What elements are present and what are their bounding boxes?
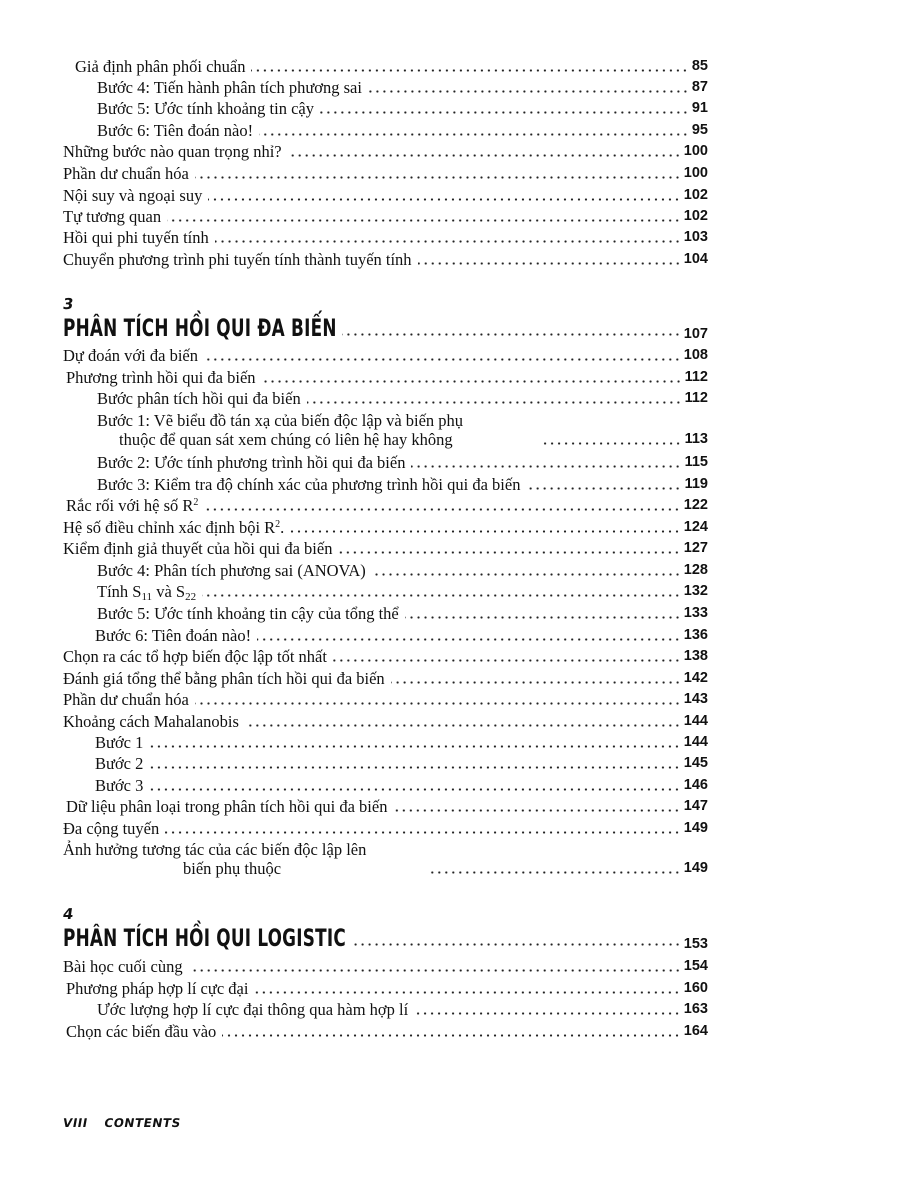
toc-entry[interactable] <box>63 647 708 666</box>
chapter-heading[interactable] <box>63 906 708 952</box>
toc-entry[interactable] <box>66 797 708 816</box>
toc-entry-page: 100 <box>683 165 708 181</box>
toc-entry-title: Bước 6: Tiên đoán nào! <box>95 626 252 645</box>
dot-leader <box>391 681 681 684</box>
toc-entry-page: 133 <box>683 605 708 621</box>
toc-entry-page: 138 <box>683 648 708 664</box>
toc-entry-title: Những bước nào quan trọng nhỉ? <box>63 142 282 161</box>
toc-entry[interactable] <box>63 207 708 226</box>
toc-entry-title: Bước 5: Ước tính khoảng tin cậy của tổng thể <box>97 604 399 623</box>
toc-entry[interactable] <box>97 1000 708 1019</box>
chapter-number: 4 <box>61 905 75 923</box>
toc-entry[interactable] <box>63 518 708 537</box>
chapter-heading[interactable] <box>63 296 708 342</box>
dot-leader <box>165 831 681 834</box>
superscript: 2 <box>193 497 199 508</box>
dot-leader <box>167 219 681 222</box>
toc-entry-title: Khoảng cách Mahalanobis <box>63 712 239 731</box>
toc-entry[interactable] <box>63 186 708 205</box>
subscript: 11 <box>141 591 153 603</box>
toc-entry[interactable] <box>95 754 708 773</box>
toc-entry-title-line1: Bước 1: Vẽ biểu đồ tán xạ của biến độc lập và biến phụ <box>97 411 464 430</box>
dot-leader <box>414 1012 681 1015</box>
toc-entry[interactable] <box>97 453 708 472</box>
toc-entry[interactable] <box>63 669 708 688</box>
toc-entry-title-text: Rắc rối với hệ số R <box>66 496 194 515</box>
toc-entry-page: 143 <box>683 691 708 707</box>
toc-entry[interactable] <box>97 561 708 580</box>
toc-entry-title-line2: biến phụ thuộc <box>183 859 282 878</box>
dot-leader <box>259 133 689 136</box>
dot-leader <box>251 69 688 72</box>
dot-leader <box>405 616 681 619</box>
dot-leader <box>149 745 680 748</box>
toc-entry-page: 104 <box>683 251 708 267</box>
dot-leader <box>288 154 681 157</box>
dot-leader <box>368 90 689 93</box>
toc-entry-page: 149 <box>683 820 708 836</box>
dot-leader <box>204 358 681 361</box>
dot-leader <box>215 240 681 243</box>
toc-entry-title-line2: thuộc để quan sát xem chúng có liên hệ hay không <box>119 430 453 449</box>
toc-entry-title <box>97 411 537 449</box>
toc-entry-title <box>63 840 423 878</box>
toc-entry-page: 95 <box>691 122 708 138</box>
toc-entry-page: 149 <box>683 860 708 876</box>
dot-leader <box>149 766 680 769</box>
dot-leader <box>338 551 680 554</box>
toc-entry-title: Dữ liệu phân loại trong phân tích hồi qui đa biến <box>66 797 388 816</box>
toc-entry-page: 124 <box>683 519 708 535</box>
dot-leader <box>245 724 681 727</box>
toc-entry-page: 164 <box>683 1023 708 1039</box>
toc-entry-page: 113 <box>684 431 708 447</box>
toc-entry-page: 163 <box>683 1001 708 1017</box>
dot-leader <box>262 380 682 383</box>
dot-leader <box>333 659 681 662</box>
dot-leader <box>429 871 681 874</box>
dot-leader <box>204 508 680 511</box>
toc-entry[interactable] <box>66 368 708 387</box>
dot-leader <box>418 262 681 265</box>
running-footer-label: CONTENTS <box>103 1116 182 1130</box>
toc-entry-title <box>66 496 198 515</box>
toc-entry-title: Bước phân tích hồi qui đa biến <box>97 389 301 408</box>
toc-entry[interactable] <box>66 496 708 515</box>
toc-entry[interactable] <box>63 957 708 976</box>
toc-entry[interactable] <box>63 142 708 161</box>
toc-entry[interactable] <box>63 346 708 365</box>
toc-entry-page: 128 <box>683 562 708 578</box>
toc-entry[interactable] <box>97 582 708 601</box>
toc-entry-title: Ước lượng hợp lí cực đại thông qua hàm hợp lí <box>97 1000 409 1019</box>
toc-entry-page: 112 <box>684 369 708 385</box>
toc-entry-page: 85 <box>691 58 708 74</box>
toc-entry[interactable] <box>97 121 708 140</box>
toc-entry-title-line1: Ảnh hưởng tương tác của các biến độc lập lên <box>63 840 367 859</box>
title-mid: và S <box>152 582 186 601</box>
toc-entry-title: Chọn các biến đầu vào <box>66 1022 217 1041</box>
toc-entry[interactable] <box>97 604 708 623</box>
toc-entry-page: 122 <box>683 497 708 513</box>
chapter-title: PHÂN TÍCH HỒI QUI ĐA BIẾN <box>63 314 337 342</box>
toc-entry-title: Giả định phân phối chuẩn <box>75 57 246 76</box>
toc-entry-title: Đa cộng tuyến <box>63 819 160 838</box>
subscript: 22 <box>185 591 197 603</box>
toc-entry-title: Bước 3: Kiểm tra độ chính xác của phương trình hồi qui đa biến <box>97 475 521 494</box>
chapter-page: 153 <box>683 936 708 952</box>
toc-entry-page: 142 <box>683 670 708 686</box>
dot-leader <box>411 465 681 468</box>
dot-leader <box>372 573 681 576</box>
dot-leader <box>307 401 682 404</box>
toc-entry-page: 145 <box>683 755 708 771</box>
toc-entry-title <box>63 518 284 537</box>
toc-entry-title: Bước 1 <box>95 733 144 752</box>
toc-entry-title: Hồi qui phi tuyến tính <box>63 228 209 247</box>
toc-entry-title: Bước 4: Tiến hành phân tích phương sai <box>97 78 362 97</box>
toc-entry-page: 91 <box>691 100 708 116</box>
toc-entry-title: Bước 2: Ước tính phương trình hồi qui đa biến <box>97 453 406 472</box>
toc-entry[interactable] <box>75 57 708 76</box>
toc-entry-page: 119 <box>684 476 708 492</box>
dot-leader <box>342 333 681 336</box>
toc-entry-title: Bước 2 <box>95 754 144 773</box>
dot-leader <box>354 943 681 946</box>
toc-entry-title: Bước 4: Phân tích phương sai (ANOVA) <box>97 561 366 580</box>
toc-entry[interactable] <box>97 411 708 449</box>
dot-leader <box>320 111 689 114</box>
toc-entry-page: 132 <box>683 583 708 599</box>
toc-entry-title: Chuyển phương trình phi tuyến tính thành tuyến tính <box>63 250 412 269</box>
toc-entry[interactable] <box>63 712 708 731</box>
toc-entry-title: Phần dư chuẩn hóa <box>63 690 189 709</box>
chapter-title: PHÂN TÍCH HỒI QUI LOGISTIC <box>63 924 346 952</box>
toc-entry-page: 102 <box>683 187 708 203</box>
dot-leader <box>393 809 680 812</box>
toc-entry-title <box>97 582 196 601</box>
toc-entry[interactable] <box>63 250 708 269</box>
toc-entry[interactable] <box>63 690 708 709</box>
toc-entry-page: 127 <box>683 540 708 556</box>
dot-leader <box>526 487 681 490</box>
toc-entry[interactable] <box>63 819 708 838</box>
toc-entry-title: Phương pháp hợp lí cực đại <box>66 979 249 998</box>
page-folio: VIII <box>61 1116 89 1130</box>
toc-entry-page: 144 <box>683 713 708 729</box>
dot-leader <box>290 530 681 533</box>
toc-entry-title: Đánh giá tổng thể bằng phân tích hồi qui đa biến <box>63 669 385 688</box>
toc-entry-title: Chọn ra các tổ hợp biến độc lập tốt nhất <box>63 647 327 666</box>
toc-entry[interactable] <box>63 840 708 878</box>
toc-entry-title: Kiểm định giả thuyết của hồi qui đa biến <box>63 539 333 558</box>
toc-entry-page: 87 <box>691 79 708 95</box>
toc-entry[interactable] <box>66 979 708 998</box>
toc-entry-title: Bước 5: Ước tính khoảng tin cậy <box>97 99 314 118</box>
dot-leader <box>254 991 680 994</box>
toc-entry-title: Nội suy và ngoại suy <box>63 186 203 205</box>
toc-entry[interactable] <box>66 1022 708 1041</box>
toc-entry[interactable] <box>95 776 708 795</box>
toc-entry-page: 154 <box>683 958 708 974</box>
dot-leader <box>195 702 681 705</box>
title-suffix: . <box>280 518 285 537</box>
toc-entry-title: Phần dư chuẩn hóa <box>63 164 189 183</box>
toc-entry-page: 147 <box>683 798 708 814</box>
toc-entry-page: 108 <box>683 347 708 363</box>
chapter-page: 107 <box>683 326 708 342</box>
toc-entry-title: Phương trình hồi qui đa biến <box>66 368 256 387</box>
toc-entry-page: 103 <box>683 229 708 245</box>
dot-leader <box>543 442 682 445</box>
dot-leader <box>222 1034 681 1037</box>
dot-leader <box>195 176 681 179</box>
dot-leader <box>208 198 680 201</box>
toc-entry[interactable] <box>97 475 708 494</box>
toc-entry[interactable] <box>97 99 708 118</box>
toc-entry-title-text: Tính S <box>97 582 142 601</box>
dot-leader <box>149 788 680 791</box>
page-footer <box>62 1116 182 1130</box>
dot-leader <box>257 638 681 641</box>
toc-entry-title: Tự tương quan <box>63 207 162 226</box>
toc-entry-page: 144 <box>683 734 708 750</box>
toc-entry[interactable] <box>97 389 708 408</box>
toc-entry-title: Bước 3 <box>95 776 144 795</box>
dot-leader <box>202 594 681 597</box>
toc-entry[interactable] <box>63 164 708 183</box>
toc-entry-page: 102 <box>683 208 708 224</box>
toc-entry-title: Dự đoán với đa biến <box>63 346 198 365</box>
toc-entry[interactable] <box>63 539 708 558</box>
toc-entry-title: Bước 6: Tiên đoán nào! <box>97 121 254 140</box>
toc-entry[interactable] <box>97 78 708 97</box>
toc-entry-page: 115 <box>684 454 708 470</box>
dot-leader <box>189 969 681 972</box>
toc-entry-page: 160 <box>683 980 708 996</box>
toc-entry-title: Bài học cuối cùng <box>63 957 183 976</box>
toc-entry[interactable] <box>95 733 708 752</box>
superscript: 2 <box>275 519 281 530</box>
toc-entry[interactable] <box>95 626 708 645</box>
toc-entry-title-text: Hệ số điều chỉnh xác định bội R <box>63 518 276 537</box>
chapter-number: 3 <box>61 295 75 313</box>
toc-entry-page: 100 <box>683 143 708 159</box>
toc-entry-page: 112 <box>684 390 708 406</box>
toc-entry[interactable] <box>63 228 708 247</box>
toc-entry-page: 146 <box>683 777 708 793</box>
toc-entry-page: 136 <box>683 627 708 643</box>
